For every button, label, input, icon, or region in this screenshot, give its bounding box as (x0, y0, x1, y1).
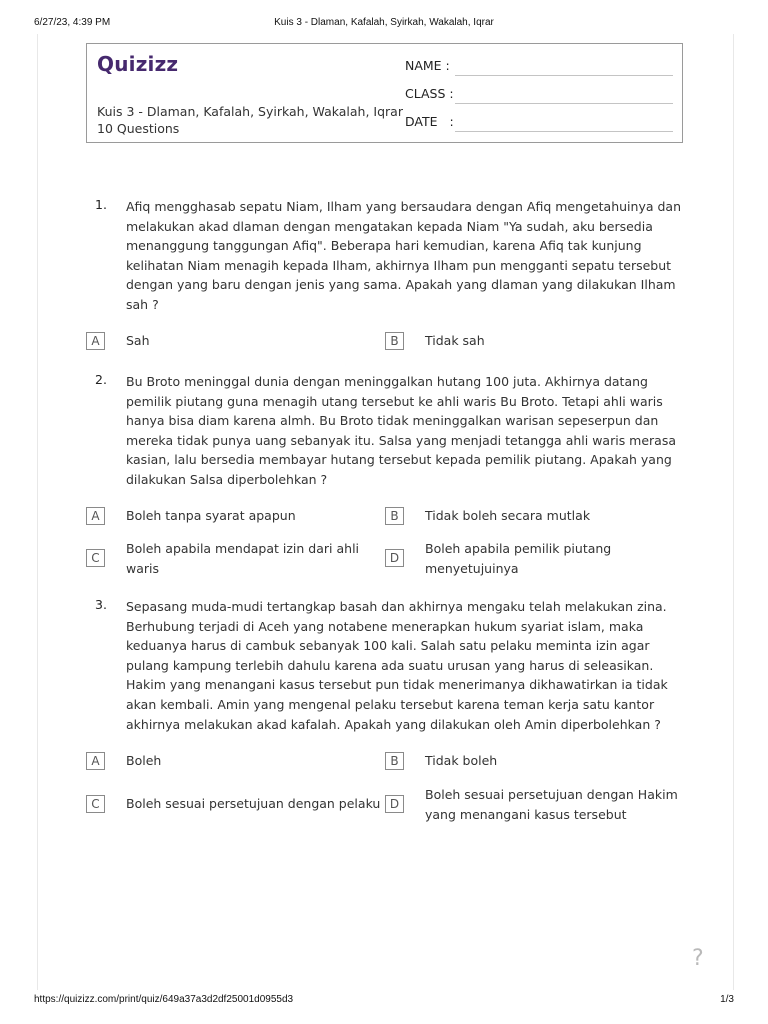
date-line (455, 131, 673, 132)
quiz-header-box (86, 43, 683, 143)
option-letter: A (86, 507, 105, 525)
page-indicator: 1/3 (720, 994, 734, 1005)
print-footer (0, 992, 768, 1012)
option-text: Boleh apabila mendapat izin dari ahli waris (126, 541, 360, 576)
question-text: Bu Broto meninggal dunia dengan meninggalkan hutang 100 juta. Akhirnya datang pemilik piutang guna menagih utang tersebut ke ahli waris Bu Broto. Tetapi ahli waris hanya bisa diam karena almh. Bu Broto tidak meninggalkan warisan sepeserpun dan mereka tidak punya uang sebanyak itu. Salsa yang menjadi tetangga ahli waris merasa kasian, lalu bersedia membayar hutang tersebut kepada pemilik piutang. Apakah yang dilakukan Salsa diperbolehkan ? (126, 374, 677, 487)
option-text: Tidak boleh secara mutlak (425, 508, 591, 523)
question-text: Sepasang muda-mudi tertangkap basah dan akhirnya mengaku telah melakukan zina. Berhubung terjadi di Aceh yang notabene menerapkan hukum syariat islam, maka keduanya harus di cambuk sebanyak 100 kali. Salah satu pelaku meminta izin agar pulang kampung terlebih dahulu karena ada suatu urusan yang harus di seleasikan. Hakim yang menangani kasus tersebut pun tidak menerimanya dikhawatirkan ia tidak akan kembali. Amin yang mengenal pelaku tersebut karena teman kerja satu kantor akhirnya melakukan akad kafalah. Apakah yang dilakukan oleh Amin diperbolehkan ? (126, 599, 668, 732)
option-text: Tidak sah (425, 333, 485, 348)
help-icon[interactable]: ? (692, 946, 704, 971)
date-label: DATE : (405, 114, 454, 129)
option-text: Tidak boleh (425, 753, 498, 768)
option-text: Boleh sesuai persetujuan dengan pelaku (126, 796, 381, 811)
option-text: Boleh (126, 753, 162, 768)
option-letter: D (385, 795, 404, 813)
quiz-title: Kuis 3 - Dlaman, Kafalah, Syirkah, Wakalah, Iqrar (97, 104, 403, 119)
option-letter: C (86, 549, 105, 567)
option-letter: A (86, 332, 105, 350)
option-letter: C (86, 795, 105, 813)
option-letter: B (385, 507, 404, 525)
question-number: 1. (95, 197, 107, 212)
question-number: 2. (95, 372, 107, 387)
option-text: Boleh sesuai persetujuan dengan Hakim yang menangani kasus tersebut (425, 787, 678, 822)
option-text: Boleh apabila pemilik piutang menyetujuinya (425, 541, 612, 576)
question-count: 10 Questions (97, 121, 180, 136)
quizizz-logo: Quizizz (97, 52, 179, 76)
option-text: Boleh tanpa syarat apapun (126, 508, 296, 523)
class-line (455, 103, 673, 104)
option-text: Sah (126, 333, 150, 348)
question-text: Afiq mengghasab sepatu Niam, Ilham yang bersaudara dengan Afiq mengetahuinya dan melakukan akad dlaman dengan mengatakan kepada Niam "Ya sudah, aku bersedia menanggung tanggungan Afiq". Beberapa hari kemudian, karena Afiq tak kunjung kelihatan Niam menagih kepada Ilham, akhirnya Ilham pun mengganti sepatu tersebut dengan yang baru dengan jenis yang sama. Apakah yang dlaman yang dilakukan Ilham sah ? (126, 199, 681, 312)
name-line (455, 75, 673, 76)
option-letter: B (385, 752, 404, 770)
option-letter: B (385, 332, 404, 350)
class-label: CLASS : (405, 86, 454, 101)
option-letter: D (385, 549, 404, 567)
option-letter: A (86, 752, 105, 770)
print-doc-title: Kuis 3 - Dlaman, Kafalah, Syirkah, Wakalah, Iqrar (274, 17, 494, 28)
print-url: https://quizizz.com/print/quiz/649a37a3d2df25001d0955d3 (34, 994, 294, 1005)
print-datetime: 6/27/23, 4:39 PM (34, 17, 111, 28)
name-label: NAME : (405, 58, 450, 73)
question-number: 3. (95, 597, 107, 612)
